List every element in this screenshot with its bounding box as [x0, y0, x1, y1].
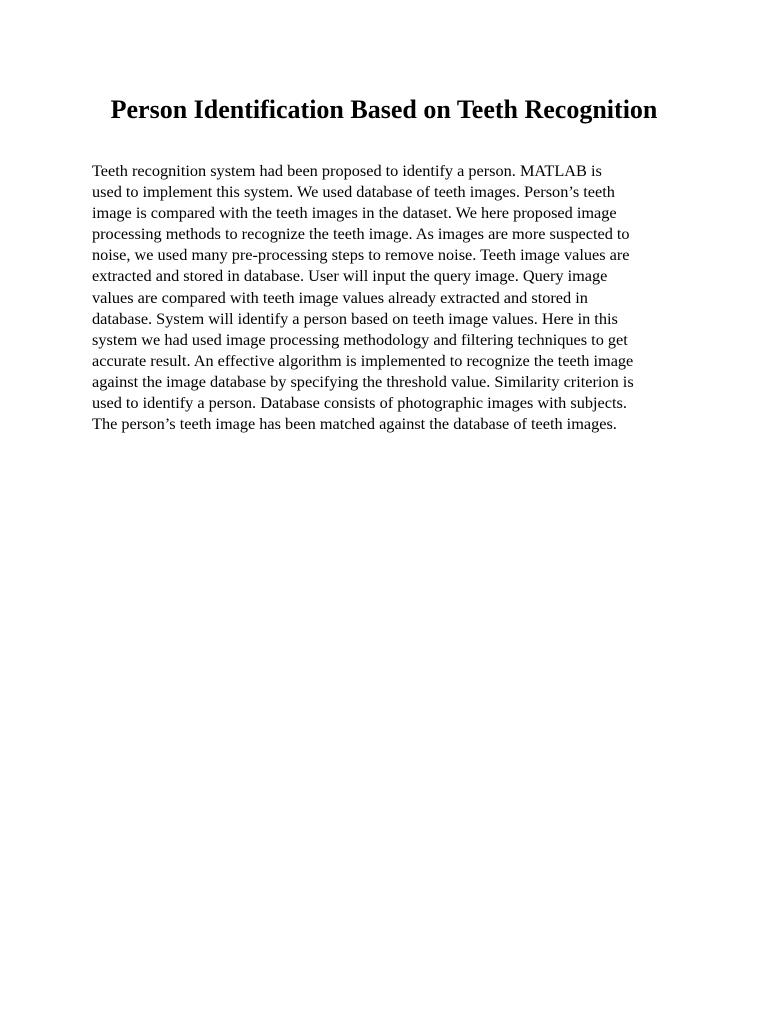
paragraph-line: accurate result. An effective algorithm is implemented to recognize the teeth image: [92, 350, 634, 370]
body-paragraph: [92, 160, 692, 434]
paragraph-line: Teeth recognition system had been proposed to identify a person. MATLAB is: [92, 161, 602, 180]
paragraph-line: image is compared with the teeth images in the dataset. We here proposed image: [92, 203, 617, 223]
paragraph-line: used to identify a person. Database consists of photographic images with subjects.: [92, 393, 627, 413]
paragraph-line: The person’s teeth image has been matched against the database of teeth images.: [92, 414, 617, 434]
paragraph-line: extracted and stored in database. User will input the query image. Query image: [92, 266, 608, 286]
paragraph-line: processing methods to recognize the teeth image. As images are more suspected to: [92, 224, 630, 244]
paragraph-line: used to implement this system. We used database of teeth images. Person’s teeth: [92, 182, 615, 202]
paragraph-line: database. System will identify a person based on teeth image values. Here in this: [92, 308, 618, 328]
paragraph-line: against the image database by specifying the threshold value. Similarity criterion is: [92, 371, 634, 391]
paragraph-line: system we had used image processing methodology and filtering techniques to get: [92, 329, 628, 349]
page-title: Person Identification Based on Teeth Recognition: [110, 95, 658, 124]
paragraph-line: noise, we used many pre-processing steps to remove noise. Teeth image values are: [92, 245, 630, 265]
paragraph-line: values are compared with teeth image values already extracted and stored in: [92, 287, 588, 307]
